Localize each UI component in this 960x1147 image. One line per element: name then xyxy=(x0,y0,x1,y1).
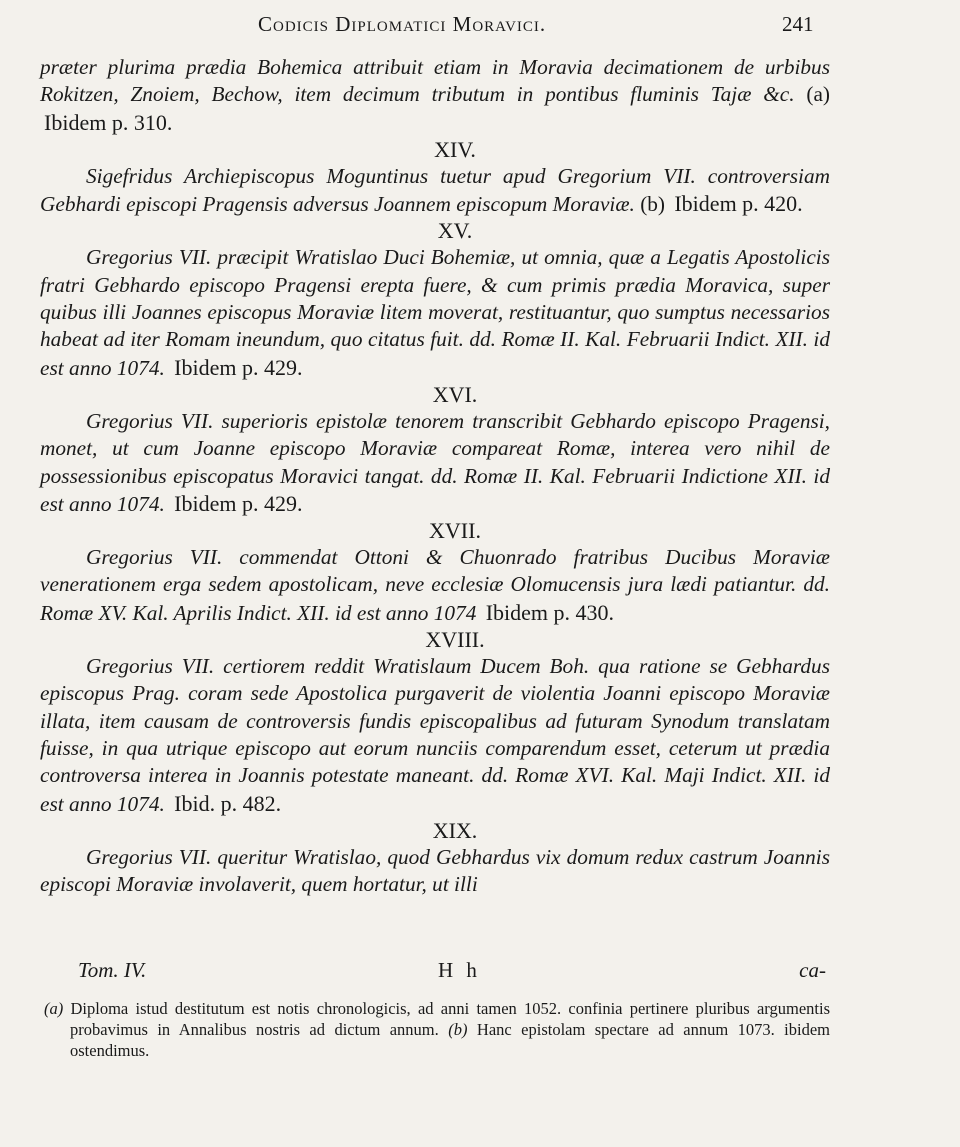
entry-text: Gregorius VII. superioris epistolæ tenorem transcribit Gebhardo episcopo Pragensi, monet, ut cum Joanne episcopo Moraviæ compareat Romæ, interea vero nihil de possessionibus episcopatus Moravici tangat. dd. Romæ II. Kal. Februarii Indictione XII. id est anno 1074. xyxy=(40,408,830,516)
intro-text: præter plurima prædia Bohemica attribuit etiam in Moravia decimationem de urbibus Rokitzen, Znoiem, Bechow, item decimum tributum in pontibus fluminis Tajæ &c. xyxy=(40,55,830,107)
entry-text: Gregorius VII. queritur Wratislao, quod Gebhardus vix domum redux castrum Joannis episcopi Moraviæ involaverit, quem hortatur, ut illi xyxy=(40,844,830,897)
footnotes xyxy=(44,998,830,1061)
running-title: Codicis Diplomatici Moravici. xyxy=(258,12,547,36)
entry-number: XVI. xyxy=(432,381,478,407)
footnote-text: Diploma istud destitutum est notis chronologicis, ad anni tamen 1052. confinia pertinere pluribus argumentis probavimus in Annalibus nostris ad dictum annum. xyxy=(70,999,830,1039)
entry-paragraph xyxy=(40,244,830,381)
entry-paragraph xyxy=(40,408,830,518)
footnote-ref-a: (a) xyxy=(806,82,831,107)
entry-source: Ibidem p. 430. xyxy=(485,599,615,625)
entry-paragraph xyxy=(40,844,830,899)
catchline xyxy=(78,958,826,986)
entry-text: Gregorius VII. præcipit Wratislao Duci Bohemiæ, ut omnia, quæ a Legatis Apostolicis fratri Gebhardo episcopo Pragensi erepta fuere, & cum primis prædia Moravica, super quibus illi Joannes episcopus Moraviæ litem moverat, restituantur, quo sumptus necessarios habeat ad iter Romam ineundum, quo citatus fuit. dd. Romæ II. Kal. Februarii Indict. XII. id est anno 1074. xyxy=(40,245,830,380)
entry-xviii xyxy=(40,627,830,818)
entry-text: Sigefridus Archiepiscopus Moguntinus tuetur apud Gregorium VII. controversiam Gebhardi episcopi Pragensis adversus Joannem episcopum Moraviæ. xyxy=(40,163,830,217)
entry-source: Ibid. p. 482. xyxy=(174,790,282,816)
entry-text: Gregorius VII. commendat Ottoni & Chuonrado fratribus Ducibus Moraviæ venerationem erga sedem apostolicam, neve ecclesiæ Olomucensis jura lædi patiantur. dd. Romæ XV. Kal. Aprilis Indict. XII. id est anno 1074 xyxy=(40,545,830,625)
entry-number: XIV. xyxy=(434,136,476,162)
entry-source: Ibidem p. 420. xyxy=(674,191,803,217)
catchword: ca- xyxy=(799,958,826,982)
intro-source: Ibidem p. 310. xyxy=(44,109,173,135)
footnote-a xyxy=(44,998,830,1061)
entry-source: Ibidem p. 429. xyxy=(174,490,303,516)
entry-paragraph xyxy=(40,653,830,818)
tome-label: Tom. IV. xyxy=(78,958,147,982)
entry-paragraph xyxy=(40,163,830,219)
entry-source: Ibidem p. 429. xyxy=(174,354,303,380)
footnote-mark: (a) xyxy=(44,999,64,1018)
page-header xyxy=(0,6,960,40)
entry-xv xyxy=(40,218,830,381)
entry-xix xyxy=(40,818,830,899)
entry-xvii xyxy=(40,518,830,627)
entry-xvi xyxy=(40,382,830,518)
entry-paragraph xyxy=(40,544,830,627)
intro-paragraph xyxy=(40,54,830,137)
entry-number: XVIII. xyxy=(425,627,485,653)
signature-mark: H h xyxy=(438,958,481,982)
entry-number: XV. xyxy=(437,218,473,244)
page-number: 241 xyxy=(782,12,814,36)
entry-xiv xyxy=(40,137,830,219)
entry-number: XVII. xyxy=(429,518,481,544)
body-text xyxy=(40,54,830,898)
entry-text: Gregorius VII. certiorem reddit Wratislaum Ducem Boh. qua ratione se Gebhardus episcopus Prag. coram sede Apostolica purgaverit de violentia Joanni episcopo Moraviæ illata, item causam de controversis fundis episcopalibus ad futuram Synodum translatam fuisse, in qua utrique episcopo aut eorum nunciis comparendum esset, ceterum ut prædia controversa interea in Joannis potestate maneant. dd. Romæ XVI. Kal. Maji Indict. XII. id est anno 1074. xyxy=(40,654,830,816)
footnote-mark: (b) xyxy=(448,1020,468,1039)
footnote-text: Hanc epistolam spectare ad annum 1073. ibidem ostendimus. xyxy=(70,1020,831,1060)
footnote-ref-b: (b) xyxy=(640,192,666,217)
entry-number: XIX. xyxy=(432,817,478,843)
